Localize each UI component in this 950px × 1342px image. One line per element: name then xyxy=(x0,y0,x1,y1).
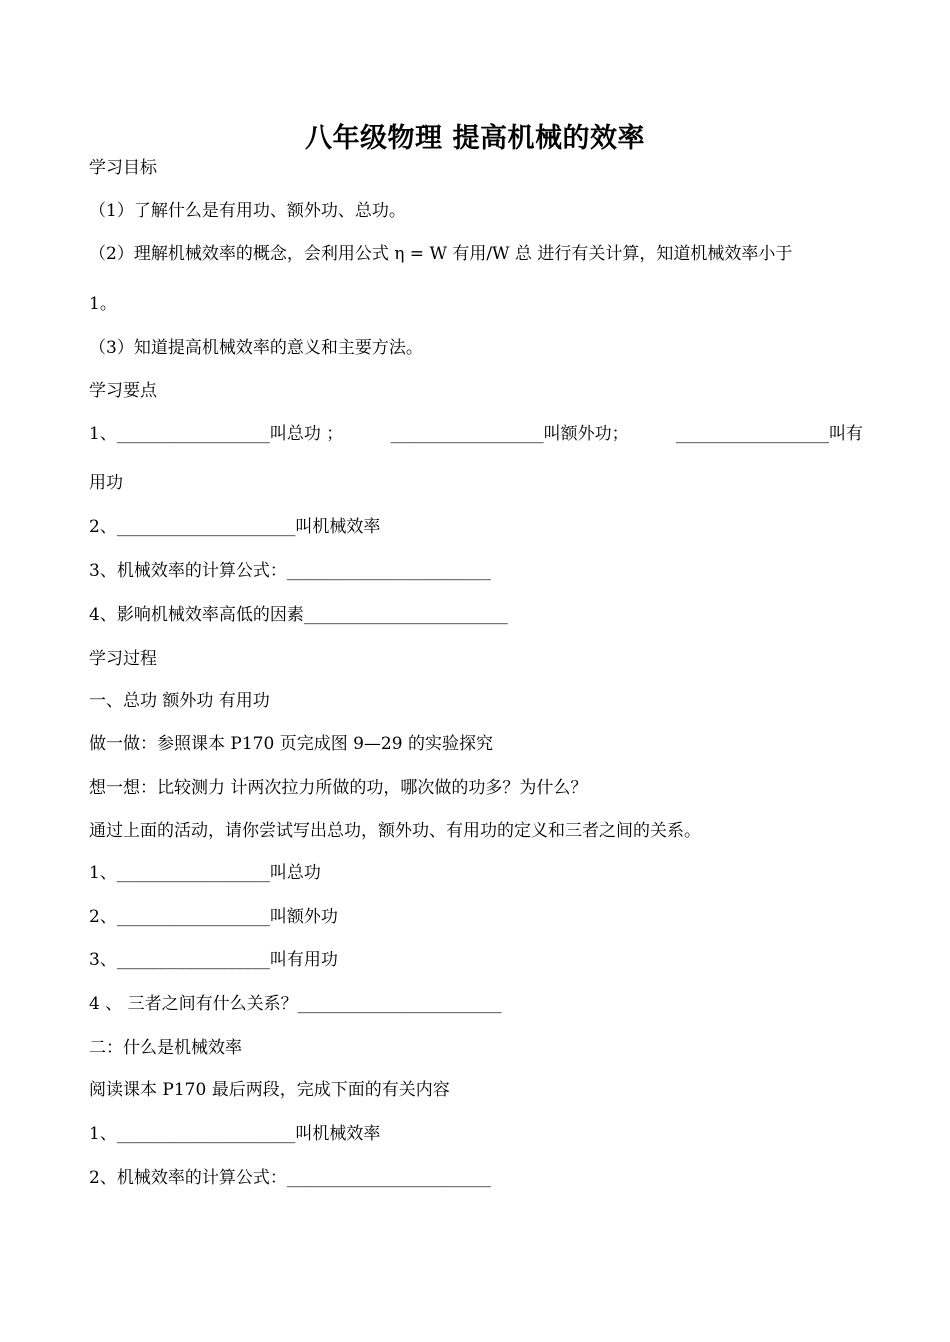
process-heading: 学习过程 xyxy=(89,649,157,669)
page-title: 八年级物理 提高机械的效率 xyxy=(305,123,645,154)
do-it-instruction: 做一做：参照课本 P170 页完成图 9—29 的实验探究 xyxy=(89,734,493,754)
point-2: 2、_____________________叫机械效率 xyxy=(89,517,381,537)
section-1-heading: 一、总功 额外功 有用功 xyxy=(89,691,270,711)
point-1 xyxy=(89,423,863,445)
read-instruction: 阅读课本 P170 最后两段，完成下面的有关内容 xyxy=(89,1080,450,1100)
point-3: 3、机械效率的计算公式：________________________ xyxy=(89,561,491,581)
goals-heading: 学习目标 xyxy=(89,158,157,178)
goal-2: （2）理解机械效率的概念，会利用公式 η = W 有用/W 总 进行有关计算，知道机械效率小于 xyxy=(89,244,793,264)
activity-instruction: 通过上面的活动，请你尝试写出总功，额外功、有用功的定义和三者之间的关系。 xyxy=(89,821,701,841)
points-heading: 学习要点 xyxy=(89,381,157,401)
section-1-item-3: 3、__________________叫有用功 xyxy=(89,950,338,970)
think-it-question: 想一想：比较测力 计两次拉力所做的功，哪次做的功多？为什么？ xyxy=(89,778,588,798)
point-1-extra-work: __________________叫额外功； xyxy=(390,424,629,444)
section-1-item-2: 2、__________________叫额外功 xyxy=(89,907,338,927)
goal-1: （1）了解什么是有用功、额外功、总功。 xyxy=(89,201,406,221)
point-1-useful-work: __________________叫有 xyxy=(675,424,863,444)
goal-2-continued: 1。 xyxy=(89,294,117,314)
point-4: 4、影响机械效率高低的因素________________________ xyxy=(89,605,508,625)
point-1-continued: 用功 xyxy=(89,473,123,493)
section-2-item-2: 2、机械效率的计算公式：________________________ xyxy=(89,1168,491,1188)
section-2-heading: 二：什么是机械效率 xyxy=(89,1038,242,1058)
point-1-total-work: 1、__________________叫总功 ； xyxy=(89,424,344,444)
section-2-item-1: 1、_____________________叫机械效率 xyxy=(89,1124,381,1144)
section-1-item-1: 1、__________________叫总功 xyxy=(89,863,321,883)
goal-3: （3）知道提高机械效率的意义和主要方法。 xyxy=(89,338,423,358)
section-1-item-4: 4 、 三者之间有什么关系？________________________ xyxy=(89,994,502,1014)
